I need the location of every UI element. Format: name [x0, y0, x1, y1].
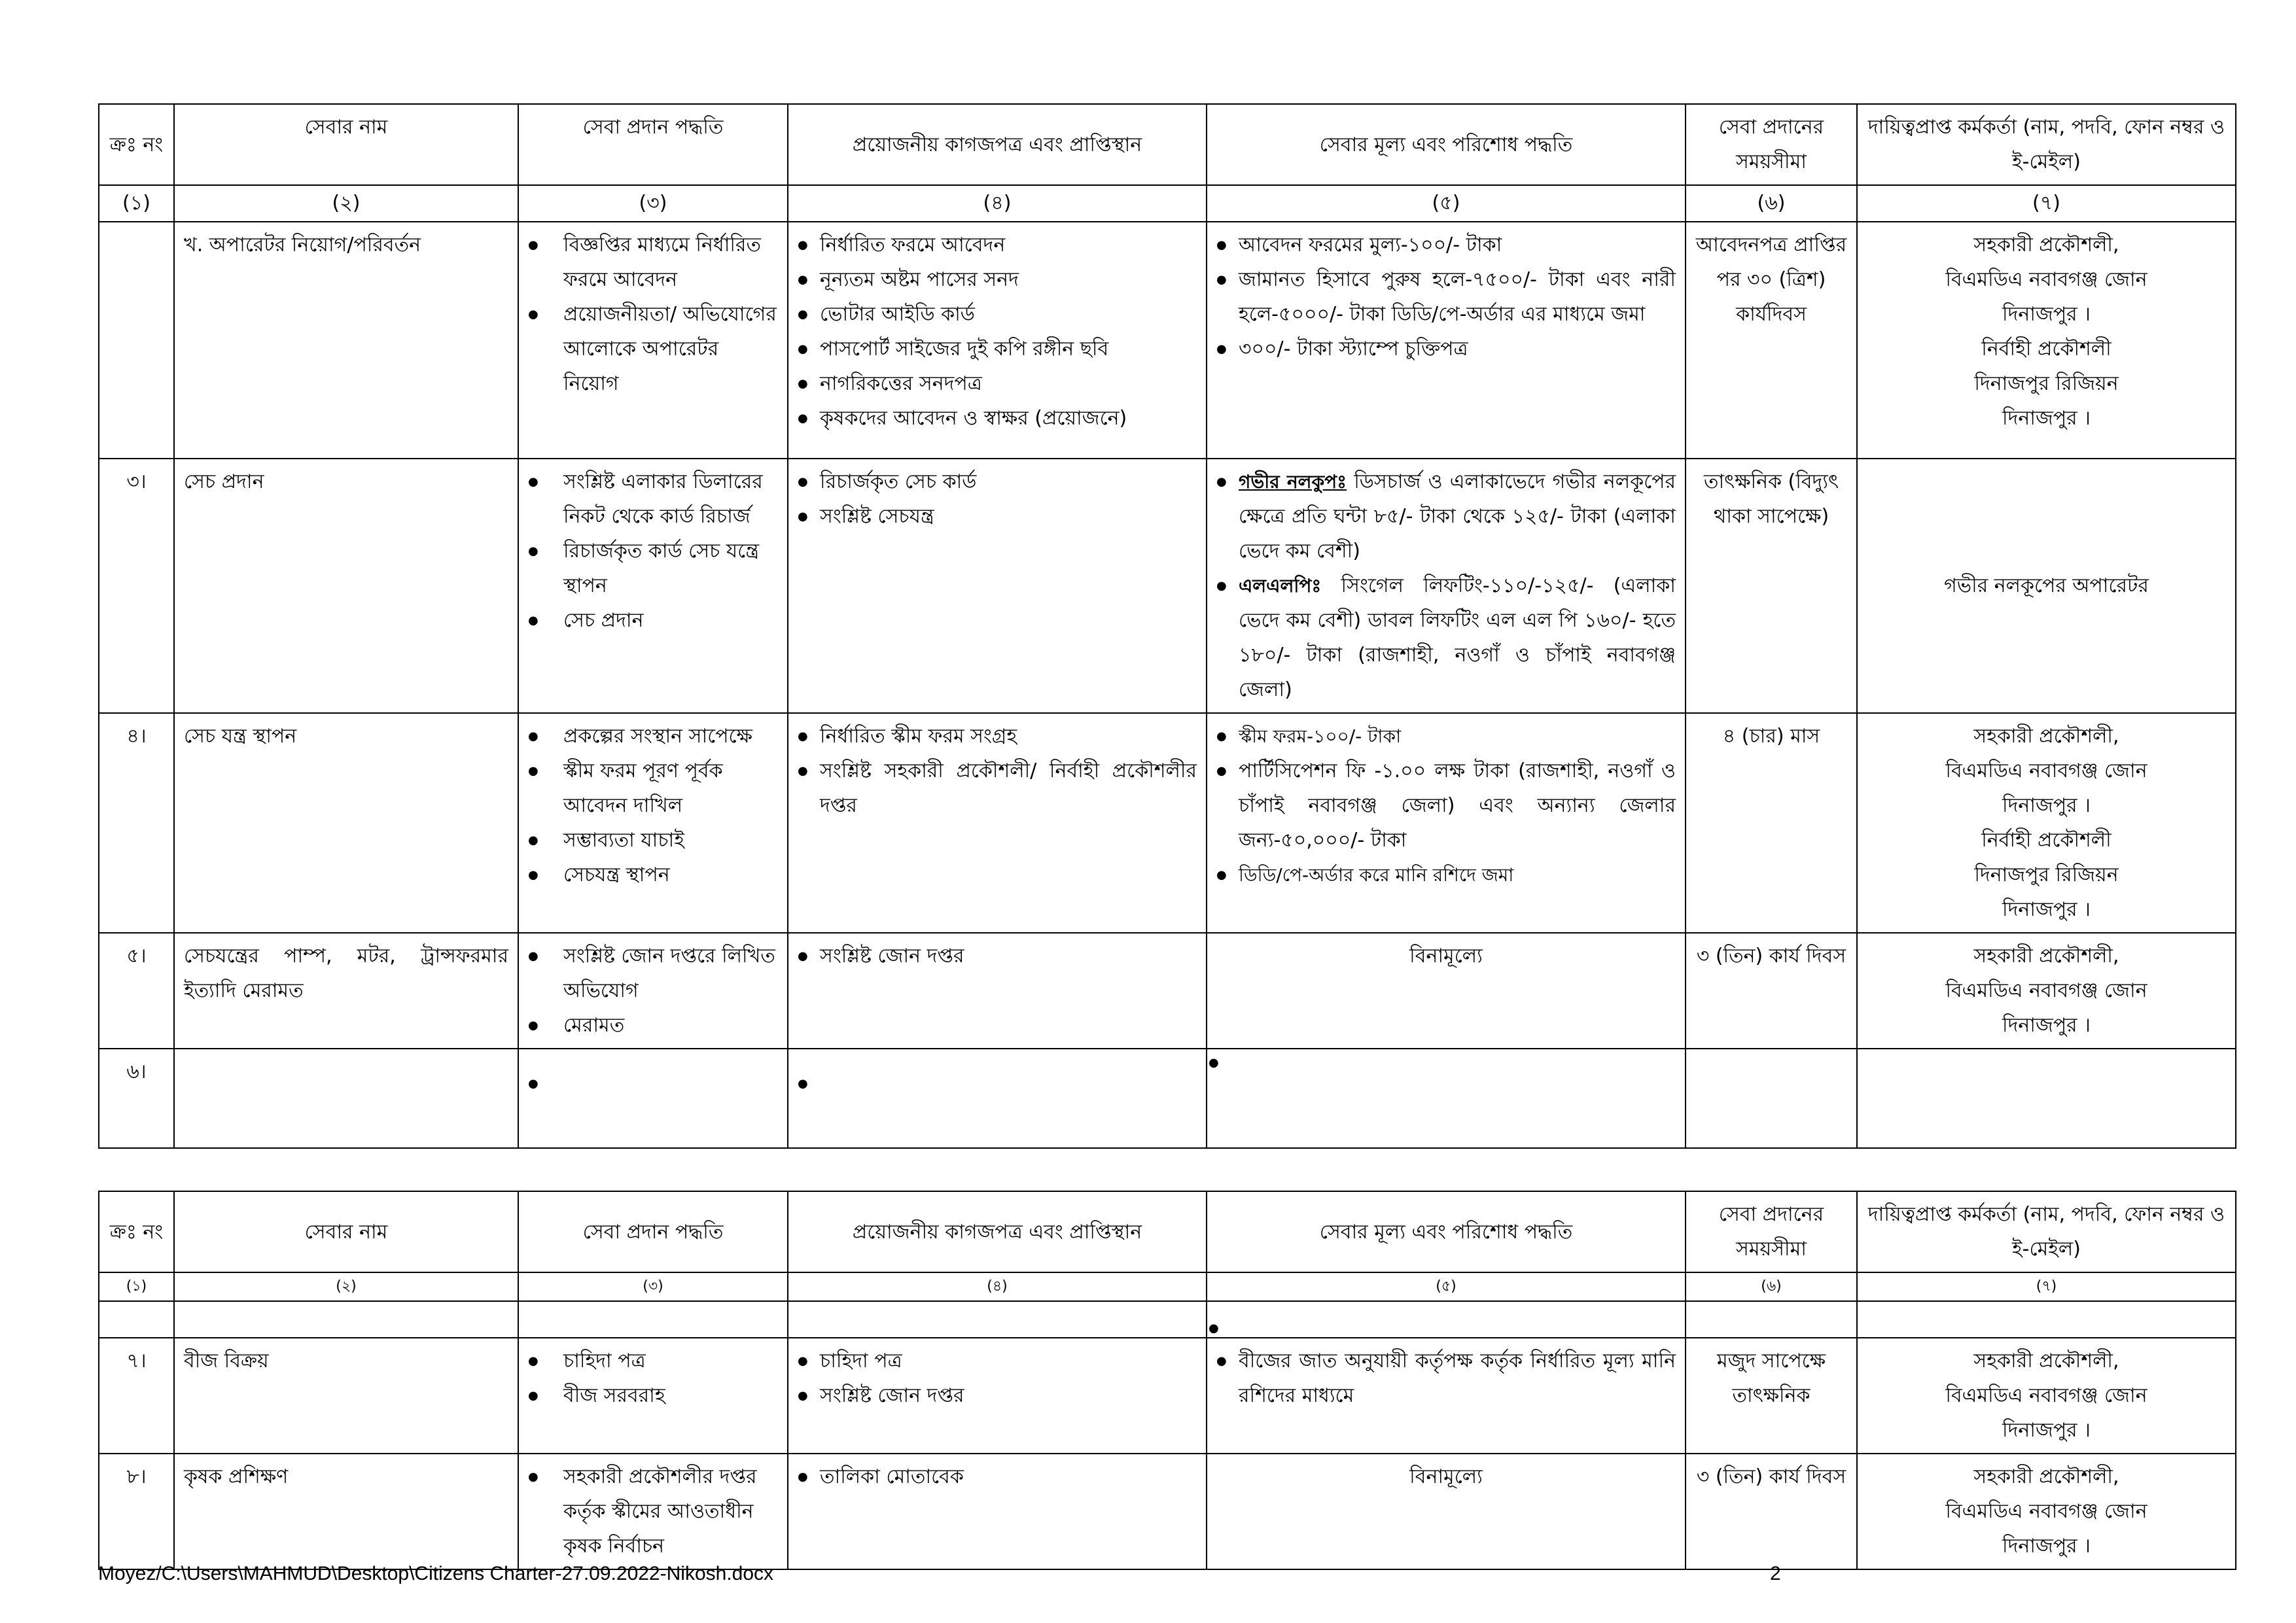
header-time: সেবা প্রদানের সময়সীমা [1686, 104, 1857, 185]
header-time: সেবা প্রদানের সময়সীমা [1686, 1191, 1857, 1272]
fee-cell [1207, 459, 1686, 713]
officer-line: বিএমডিএ নবাবগঞ্জ জোন [1945, 268, 2147, 291]
header-fee: সেবার মূল্য এবং পরিশোধ পদ্ধতি [1207, 104, 1686, 185]
method-cell [518, 1049, 788, 1148]
fee-cell [1207, 1049, 1686, 1148]
citizen-charter-table-2 [98, 1191, 2236, 1570]
list-item: ● স্কীম ফরম-১০০/- টাকা [1216, 719, 1676, 754]
method-cell [518, 1454, 788, 1569]
header-fee: সেবার মূল্য এবং পরিশোধ পদ্ধতি [1207, 1191, 1686, 1272]
list-item: ● সম্ভাব্যতা যাচাই [528, 823, 778, 858]
service-name-cell [174, 1049, 518, 1148]
method-cell [518, 933, 788, 1049]
list-item: ● সংশ্লিষ্ট জোন দপ্তর [798, 939, 1197, 973]
method-cell [518, 1338, 788, 1454]
service-name-cell: বীজ বিক্রয় [174, 1338, 518, 1454]
service-name-cell: সেচ প্রদান [174, 459, 518, 713]
column-number: (৪) [788, 185, 1207, 222]
table-row [99, 1338, 2236, 1454]
officer-cell [1857, 459, 2236, 713]
column-number: (৬) [1686, 1272, 1857, 1301]
fee-cell: বিনামূল্যে [1207, 1454, 1686, 1569]
list-item: ● পাসপোর্ট সাইজের দুই কপি রঙ্গীন ছবি [798, 332, 1197, 366]
column-number: (২) [174, 185, 518, 222]
list-item: ● নির্ধারিত স্কীম ফরম সংগ্রহ [798, 719, 1197, 754]
header-row [99, 1191, 2236, 1272]
fee-cell [1207, 1338, 1686, 1454]
column-number: (১) [99, 185, 174, 222]
list-item: ● ৩০০/- টাকা স্ট্যাম্পে চুক্তিপত্র [1216, 332, 1676, 366]
officer-line: দিনাজপুর রিজিয়ন [1974, 864, 2119, 886]
officer-cell [1857, 1049, 2236, 1148]
officer-line: দিনাজপুর । [2002, 1014, 2091, 1037]
list-item: ● সেচযন্ত্র স্থাপন [528, 858, 778, 892]
officer-cell [1857, 1338, 2236, 1454]
header-serial: ক্রঃ নং [99, 1191, 174, 1272]
method-cell [518, 459, 788, 713]
header-service-name: সেবার নাম [174, 1191, 518, 1272]
list-item: ● সংশ্লিষ্ট সহকারী প্রকৌশলী/ নির্বাহী প্রকৌশলীর দপ্তর [798, 754, 1197, 823]
list-item: ● সংশ্লিষ্ট সেচযন্ত্র [798, 499, 1197, 534]
column-number: (৭) [1857, 185, 2236, 222]
list-item: ● নির্ধারিত ফরমে আবেদন [798, 228, 1197, 262]
method-cell [518, 1301, 788, 1338]
officer-line: সহকারী প্রকৌশলী, [1973, 234, 2119, 256]
table-row [99, 1454, 2236, 1569]
officer-line: বিএমডিএ নবাবগঞ্জ জোন [1945, 979, 2147, 1002]
llp-label: এলএলপিঃ [1239, 575, 1322, 597]
llp-text: সিংগেল লিফটিং-১১০/-১২৫/- (এলাকা ভেদে কম বেশী) ডাবল লিফটিং এল এল পি ১৬০/- হতে ১৮০/- টাকা (রাজশাহী, নওগাঁ ও চাঁপাই নবাবগঞ্জ জেলা) [1239, 574, 1676, 701]
list-item: ● সেচ প্রদান [528, 603, 778, 638]
list-item: ● বীজ সরবরাহ [528, 1378, 778, 1413]
deep-tube-label: গভীর নলকুপঃ [1239, 471, 1347, 493]
fee-cell [1207, 713, 1686, 933]
list-item: ● চাহিদা পত্র [528, 1344, 778, 1378]
officer-cell [1857, 1454, 2236, 1569]
column-number: (৬) [1686, 185, 1857, 222]
list-item: ● নূন্যতম অষ্টম পাসের সনদ [798, 262, 1197, 297]
column-number: (১) [99, 1272, 174, 1301]
serial-cell [99, 222, 174, 459]
time-cell: ৩ (তিন) কার্য দিবস [1686, 933, 1857, 1049]
table-row [99, 713, 2236, 933]
list-item: ● রিচার্জকৃত সেচ কার্ড [798, 464, 1197, 499]
serial-cell [99, 1301, 174, 1338]
officer-line: দিনাজপুর । [2002, 407, 2091, 430]
list-item: ● প্রকল্পের সংস্থান সাপেক্ষে [528, 719, 778, 754]
list-item: ● ভোটার আইডি কার্ড [798, 297, 1197, 332]
serial-cell: ৬। [99, 1049, 174, 1148]
documents-cell [788, 459, 1207, 713]
column-number-row [99, 185, 2236, 222]
officer-line: দিনাজপুর । [2002, 794, 2091, 817]
list-item: ● সংশ্লিষ্ট জোন দপ্তরে লিখিত অভিযোগ [528, 939, 778, 1008]
time-cell: তাৎক্ষনিক (বিদ্যুৎ থাকা সাপেক্ষে) [1686, 459, 1857, 713]
header-method: সেবা প্রদান পদ্ধতি [518, 104, 788, 185]
serial-cell: ৪। [99, 713, 174, 933]
table-row [99, 933, 2236, 1049]
list-item: ● চাহিদা পত্র [798, 1344, 1197, 1378]
service-name-cell [174, 1301, 518, 1338]
header-service-name: সেবার নাম [174, 104, 518, 185]
time-cell: ৩ (তিন) কার্য দিবস [1686, 1454, 1857, 1569]
officer-line: নির্বাহী প্রকৌশলী [1981, 829, 2111, 852]
column-number: (৪) [788, 1272, 1207, 1301]
header-officer: দায়িত্বপ্রাপ্ত কর্মকর্তা (নাম, পদবি, ফোন নম্বর ও ই-মেইল) [1857, 1191, 2236, 1272]
documents-cell [788, 933, 1207, 1049]
list-item: ● আবেদন ফরমের মুল্য-১০০/- টাকা [1216, 228, 1676, 262]
time-cell [1686, 1049, 1857, 1148]
list-item: ● জামানত হিসাবে পুরুষ হলে-৭৫০০/- টাকা এবং নারী হলে-৫০০০/- টাকা ডিডি/পে-অর্ডার এর মাধ্যমে জমা [1216, 262, 1676, 332]
documents-cell [788, 1454, 1207, 1569]
table-row [99, 222, 2236, 459]
officer-line: দিনাজপুর । [2002, 1419, 2091, 1442]
documents-cell [788, 1338, 1207, 1454]
footer-page-number: 2 [1770, 1563, 1781, 1584]
service-name-cell: সেচ যন্ত্র স্থাপন [174, 713, 518, 933]
officer-line: সহকারী প্রকৌশলী, [1973, 945, 2119, 968]
fee-cell: বিনামূল্যে [1207, 933, 1686, 1049]
table-row [99, 1301, 2236, 1338]
officer-line: সহকারী প্রকৌশলী, [1973, 1350, 2119, 1372]
footer-file-path: Moyez/C:\Users\MAHMUD\Desktop\Citizens Charter-27.09.2022-Nikosh.docx [98, 1563, 774, 1584]
deep-tube-text: ডিসচার্জ ও এলাকাভেদে গভীর নলকূপের ক্ষেত্রে প্রতি ঘন্টা ৮৫/- টাকা থেকে ১২৫/- টাকা (এলাকা ভেদে কম বেশী) [1239, 470, 1676, 563]
officer-line: দিনাজপুর । [2002, 303, 2091, 326]
officer-line: বিএমডিএ নবাবগঞ্জ জোন [1945, 1384, 2147, 1407]
list-item: ● কৃষকদের আবেদন ও স্বাক্ষর (প্রয়োজনে) [798, 401, 1197, 436]
header-row [99, 104, 2236, 185]
officer-line: বিএমডিএ নবাবগঞ্জ জোন [1945, 759, 2147, 782]
fee-cell [1207, 1301, 1686, 1338]
header-method: সেবা প্রদান পদ্ধতি [518, 1191, 788, 1272]
service-name-cell: কৃষক প্রশিক্ষণ [174, 1454, 518, 1569]
column-number: (৫) [1207, 185, 1686, 222]
officer-line: দিনাজপুর রিজিয়ন [1974, 372, 2119, 395]
method-cell [518, 713, 788, 933]
table-row [99, 1049, 2236, 1148]
list-item: ● প্রয়োজনীয়তা/ অভিযোগের আলোকে অপারেটর নিয়োগ [528, 297, 778, 401]
header-documents: প্রয়োজনীয় কাগজপত্র এবং প্রাপ্তিস্থান [788, 104, 1207, 185]
header-documents: প্রয়োজনীয় কাগজপত্র এবং প্রাপ্তিস্থান [788, 1191, 1207, 1272]
header-serial: ক্রঃ নং [99, 104, 174, 185]
list-item: ● রিচার্জকৃত কার্ড সেচ যন্ত্রে স্থাপন [528, 534, 778, 603]
list-item: ● পার্টিসিপেশন ফি -১.০০ লক্ষ টাকা (রাজশাহী, নওগাঁ ও চাঁপাই নবাবগঞ্জ জেলা) এবং অন্যান্য জেলার জন্য-৫০,০০০/- টাকা [1216, 754, 1676, 858]
officer-cell [1857, 933, 2236, 1049]
officer-line: বিএমডিএ নবাবগঞ্জ জোন [1945, 1500, 2147, 1523]
service-name-cell: খ. অপারেটর নিয়োগ/পরিবর্তন [174, 222, 518, 459]
list-item [1216, 568, 1676, 707]
officer-line: নির্বাহী প্রকৌশলী [1981, 338, 2111, 360]
documents-cell [788, 222, 1207, 459]
column-number: (৩) [518, 185, 788, 222]
list-item: ● বিজ্ঞপ্তির মাধ্যমে নির্ধারিত ফরমে আবেদন [528, 228, 778, 297]
list-item [1216, 464, 1676, 568]
citizen-charter-table-1 [98, 103, 2236, 1149]
list-item: ● নাগরিকত্তের সনদপত্র [798, 366, 1197, 401]
officer-cell [1857, 222, 2236, 459]
method-cell [518, 222, 788, 459]
serial-cell: ৮। [99, 1454, 174, 1569]
table-row [99, 459, 2236, 713]
column-number: (৭) [1857, 1272, 2236, 1301]
list-item: ● স্কীম ফরম পূরণ পূর্বক আবেদন দাখিল [528, 754, 778, 823]
officer-line: সহকারী প্রকৌশলী, [1973, 725, 2119, 748]
list-item: ● তালিকা মোতাবেক [798, 1459, 1197, 1494]
time-cell: ৪ (চার) মাস [1686, 713, 1857, 933]
officer-line: দিনাজপুর । [2002, 898, 2091, 921]
documents-cell [788, 713, 1207, 933]
serial-cell: ৫। [99, 933, 174, 1049]
list-item: ● সহকারী প্রকৌশলীর দপ্তর কর্তৃক স্কীমের আওতাধীন কৃষক নির্বাচন [528, 1459, 778, 1563]
column-number-row [99, 1272, 2236, 1301]
time-cell: মজুদ সাপেক্ষে তাৎক্ষনিক [1686, 1338, 1857, 1454]
list-item: ● ডিডি/পে-অর্ডার করে মানি রশিদে জমা [1216, 858, 1676, 892]
time-cell: আবেদনপত্র প্রাপ্তির পর ৩০ (ত্রিশ) কার্যদিবস [1686, 222, 1857, 459]
column-number: (৫) [1207, 1272, 1686, 1301]
officer-cell [1857, 1301, 2236, 1338]
time-cell [1686, 1301, 1857, 1338]
serial-cell: ৭। [99, 1338, 174, 1454]
officer-line: গভীর নলকূপের অপারেটর [1944, 574, 2149, 597]
officer-line: দিনাজপুর । [2002, 1535, 2091, 1558]
officer-cell [1857, 713, 2236, 933]
service-name-cell: সেচযন্ত্রের পাম্প, মটর, ট্রান্সফরমার ইত্যাদি মেরামত [174, 933, 518, 1049]
column-number: (২) [174, 1272, 518, 1301]
list-item: ● মেরামত [528, 1008, 778, 1043]
serial-cell: ৩। [99, 459, 174, 713]
list-item: ● সংশ্লিষ্ট জোন দপ্তর [798, 1378, 1197, 1413]
documents-cell [788, 1049, 1207, 1148]
officer-line: সহকারী প্রকৌশলী, [1973, 1465, 2119, 1488]
fee-cell [1207, 222, 1686, 459]
documents-cell [788, 1301, 1207, 1338]
column-number: (৩) [518, 1272, 788, 1301]
header-officer: দায়িত্বপ্রাপ্ত কর্মকর্তা (নাম, পদবি, ফোন নম্বর ও ই-মেইল) [1857, 104, 2236, 185]
list-item: ● সংশ্লিষ্ট এলাকার ডিলারের নিকট থেকে কার্ড রিচার্জ [528, 464, 778, 534]
list-item: ● বীজের জাত অনুযায়ী কর্তৃপক্ষ কর্তৃক নির্ধারিত মূল্য মানি রশিদের মাধ্যমে [1216, 1344, 1676, 1413]
